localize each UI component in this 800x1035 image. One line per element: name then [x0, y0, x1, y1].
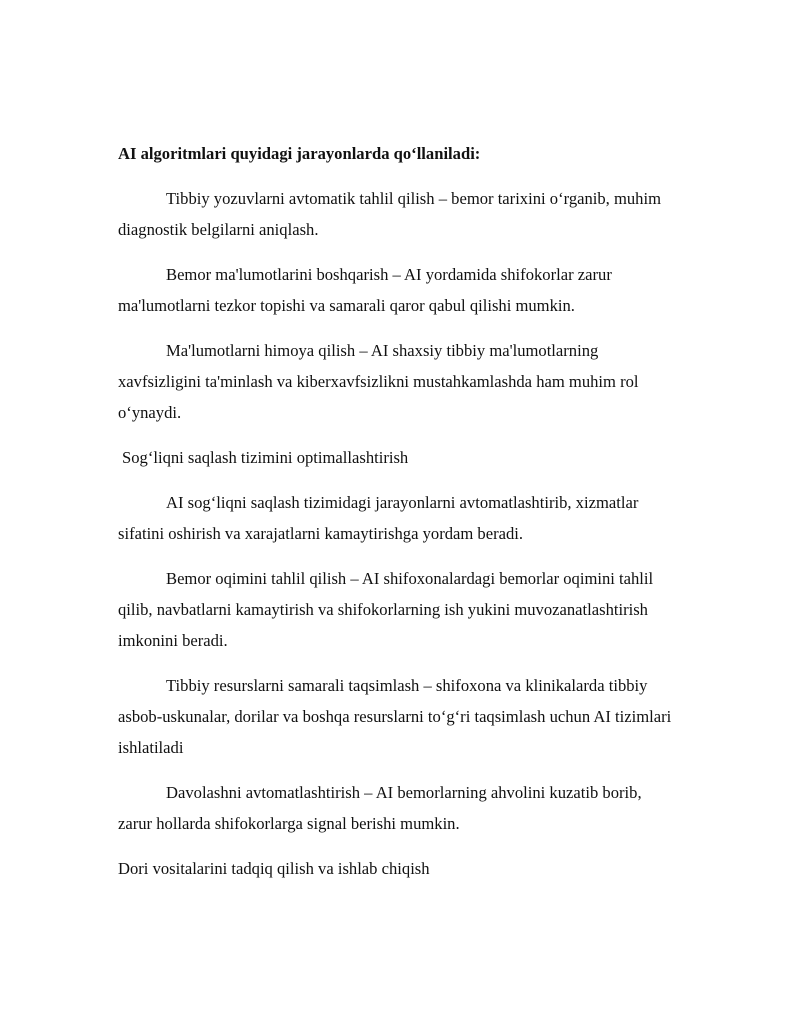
paragraph-resource-allocation: Tibbiy resurslarni samarali taqsimlash – shifoxona va klinikalarda tibbiy asbob-uskunalar, dorilar va boshqa resurslarni to‘g‘ri taqsimlash uchun AI tizimlari ishlatiladi [118, 676, 672, 757]
paragraph-medical-records: Tibbiy yozuvlarni avtomatik tahlil qilish – bemor tarixini o‘rganib, muhim diagnostik belgilarni aniqlash. [118, 189, 662, 239]
section-heading: AI algoritmlari quyidagi jarayonlarda qo‘llaniladi: [118, 144, 481, 163]
document-body [118, 138, 678, 898]
subheading-drug-research: Dori vositalarini tadqiq qilish va ishlab chiqish [118, 859, 430, 878]
paragraph-process-automation: AI sog‘liqni saqlash tizimidagi jarayonlarni avtomatlashtirib, xizmatlar sifatini oshirish va xarajatlarni kamaytirishga yordam beradi. [118, 493, 639, 543]
paragraph-data-protection: Ma'lumotlarni himoya qilish – AI shaxsiy tibbiy ma'lumotlarning xavfsizligini ta'minlash va kiberxavfsizlikni mustahkamlashda ham muhim rol o‘ynaydi. [118, 341, 639, 422]
paragraph-patient-flow: Bemor oqimini tahlil qilish – AI shifoxonalardagi bemorlar oqimini tahlil qilib, navbatlarni kamaytirish va shifokorlarning ish yukini muvozanatlashtirish imkonini beradi. [118, 569, 654, 650]
subheading-healthcare-optimization: Sog‘liqni saqlash tizimini optimallashtirish [122, 448, 409, 467]
paragraph-treatment-automation: Davolashni avtomatlashtirish – AI bemorlarning ahvolini kuzatib borib, zarur hollarda shifokorlarga signal berishi mumkin. [118, 783, 642, 833]
paragraph-patient-data: Bemor ma'lumotlarini boshqarish – AI yordamida shifokorlar zarur ma'lumotlarni tezkor topishi va samarali qaror qabul qilishi mumkin. [118, 265, 612, 315]
